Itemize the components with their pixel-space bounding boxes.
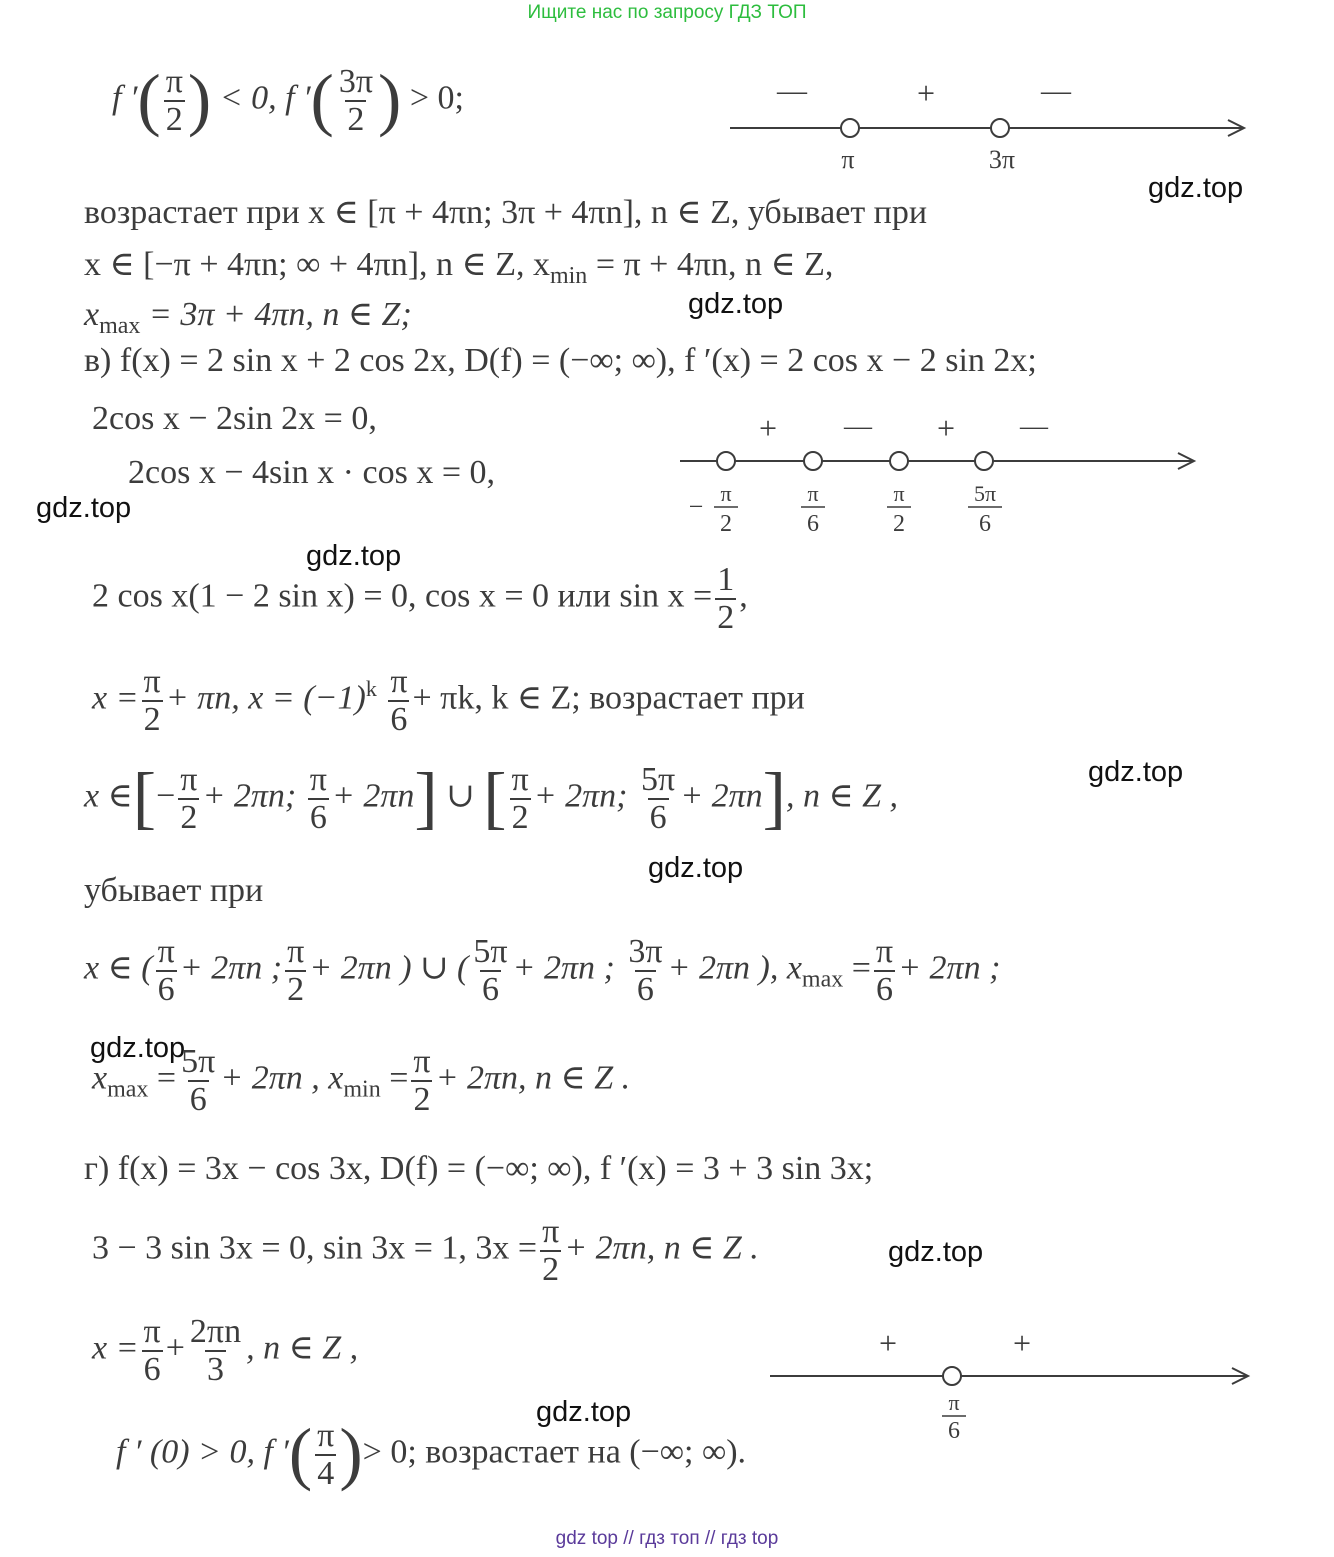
tick-label: 3π: [988, 145, 1016, 174]
text: x: [84, 296, 100, 333]
fraction: [315, 1418, 336, 1491]
line-eq2: 2cos x − 4sin x · cos x = 0,: [128, 454, 495, 491]
num: 2πn: [189, 1313, 242, 1350]
text: + πk, k ∈ Z; возрастает при: [412, 679, 805, 717]
watermark: gdz.top: [648, 852, 744, 884]
sign: +: [758, 410, 778, 446]
text: > 0;: [409, 79, 464, 117]
point-open: [943, 1367, 961, 1385]
fraction: [178, 762, 199, 835]
tick-label: 6: [979, 511, 991, 537]
line-part-g: г) f(x) = 3x − cos 3x, D(f) = (−∞; ∞), f ′(x) = 3 + 3 sin 3x;: [84, 1150, 874, 1187]
link-gdz-top-mixed[interactable]: гдз top: [720, 1528, 779, 1549]
subscript: min: [549, 262, 588, 289]
bracket: ]: [762, 759, 786, 837]
den: 6: [636, 970, 654, 1008]
sign: —: [1020, 411, 1048, 442]
subscript: min: [343, 1076, 381, 1103]
paren: ): [378, 61, 402, 139]
paren: (: [310, 61, 334, 139]
sign: +: [878, 1325, 898, 1361]
line-eq1: 2cos x − 2sin 2x = 0,: [92, 400, 377, 437]
num: π: [875, 933, 894, 970]
tick-label: 5π: [973, 481, 997, 506]
text: ,: [739, 577, 748, 615]
watermark: gdz.top: [306, 540, 402, 572]
bracket: [: [132, 759, 157, 837]
text: , n ∈ Z ,: [246, 1329, 359, 1367]
text: + 2πn;: [202, 777, 297, 815]
num: π: [180, 761, 198, 798]
sign: +: [1012, 1325, 1032, 1361]
subscript: max: [801, 966, 844, 993]
text: x =: [92, 1329, 139, 1367]
sign: +: [936, 410, 956, 446]
text: + πn, x = (−1): [165, 679, 366, 717]
paren: (: [288, 1415, 313, 1493]
point-open: [991, 119, 1009, 137]
tick-label: π: [893, 481, 905, 506]
fraction: [156, 934, 177, 1007]
line-conclusion: [116, 1415, 747, 1493]
num: π: [143, 1313, 161, 1350]
line-decreasing-label: убывает при: [84, 872, 264, 909]
text: x ∈ (: [84, 949, 153, 987]
den: 6: [649, 798, 667, 836]
text: + 2πn;: [533, 777, 628, 815]
den: 6: [157, 970, 175, 1008]
watermark: gdz.top: [688, 288, 784, 320]
text: =: [380, 1059, 409, 1097]
num: π: [542, 1213, 560, 1250]
paren: (: [137, 61, 161, 139]
text: x: [92, 1059, 108, 1097]
den: 6: [876, 970, 893, 1008]
tick-label: 6: [807, 511, 819, 537]
den: 6: [309, 798, 327, 836]
line-derivative-signs: [112, 61, 464, 139]
den: 2: [347, 100, 365, 138]
point-open: [975, 452, 993, 470]
den: 2: [165, 100, 183, 138]
num: π: [165, 63, 183, 100]
point-open: [841, 119, 859, 137]
text: ∪: [446, 777, 475, 815]
text: + 2πn: [680, 777, 763, 815]
den: 3: [206, 1350, 224, 1388]
line-sin-eq: [92, 1214, 759, 1287]
line-xmax: [84, 294, 412, 340]
fraction: [626, 934, 664, 1007]
superscript: k: [365, 676, 377, 702]
tick-label: π: [807, 481, 819, 506]
tick-label: π: [841, 145, 855, 174]
line-extrema: [92, 1044, 630, 1117]
fraction: [142, 664, 163, 737]
point-open: [804, 452, 822, 470]
text: 3 − 3 sin 3x = 0, sin 3x = 1, 3x =: [92, 1229, 538, 1267]
link-gdz-top-ru[interactable]: гдз топ: [639, 1528, 700, 1549]
num: π: [309, 761, 327, 798]
text: = π + 4πn, n ∈ Z,: [587, 246, 834, 283]
watermark: gdz.top: [1088, 756, 1184, 788]
fraction: [337, 64, 375, 137]
number-line-2: [670, 405, 1210, 545]
tick-label: 6: [948, 1418, 960, 1440]
text: +: [165, 1329, 185, 1367]
text: + 2πn ;: [179, 949, 283, 987]
line-increase-intervals: [84, 759, 899, 837]
watermark: gdz.top: [90, 1032, 186, 1064]
den: 2: [287, 970, 305, 1008]
top-banner: Ищите нас по запросу ГДЗ ТОП: [527, 2, 807, 23]
fraction: [411, 1044, 432, 1117]
number-line-3: [760, 1320, 1260, 1440]
fraction: [874, 934, 895, 1007]
line-decreasing: [84, 244, 833, 290]
tick-label: −: [688, 492, 704, 521]
text: > 0; возрастает на (−∞; ∞).: [362, 1433, 747, 1471]
fraction: [285, 934, 306, 1007]
text: < 0, f ′: [219, 79, 311, 117]
paren: ): [187, 61, 212, 139]
num: 5π: [473, 933, 508, 970]
text: + 2πn, n ∈ Z .: [435, 1059, 631, 1097]
den: 2: [717, 598, 735, 636]
text: =: [148, 1059, 177, 1097]
num: π: [511, 761, 529, 798]
text: x ∈ [−π + 4πn; ∞ + 4πn], n ∈ Z, x: [84, 246, 550, 283]
den: 6: [143, 1350, 161, 1388]
text: + 2πn ), x: [667, 949, 802, 987]
sign: —: [1041, 74, 1071, 107]
sign: +: [916, 75, 936, 111]
bracket: ]: [414, 759, 438, 837]
line-factor: [92, 562, 748, 635]
fraction: [308, 762, 329, 835]
num: 1: [717, 561, 735, 598]
num: π: [390, 663, 408, 700]
fraction: [188, 1314, 243, 1387]
subscript: max: [99, 312, 141, 339]
fraction: [142, 1314, 163, 1387]
den: 4: [317, 1454, 335, 1492]
tick-label: 2: [893, 511, 905, 537]
tick-label: π: [948, 1390, 960, 1415]
num: 5π: [181, 1043, 216, 1080]
bottom-banner: [0, 1528, 1334, 1550]
fraction: [540, 1214, 561, 1287]
subscript: max: [107, 1076, 149, 1103]
text: + 2πn ) ∪ (: [309, 949, 469, 987]
text: , n ∈ Z ,: [785, 777, 899, 815]
num: 5π: [641, 761, 676, 798]
den: 2: [413, 1080, 431, 1118]
sign: —: [777, 74, 807, 107]
num: π: [287, 933, 305, 970]
fraction: [471, 934, 509, 1007]
den: 2: [143, 700, 161, 738]
watermark: gdz.top: [888, 1236, 984, 1268]
line-part-v: в) f(x) = 2 sin x + 2 cos 2x, D(f) = (−∞; ∞), f ′(x) = 2 cos x − 2 sin 2x;: [84, 342, 1037, 379]
watermark: gdz.top: [536, 1396, 632, 1428]
tick-label: π: [720, 481, 732, 506]
text: + 2πn , x: [220, 1059, 344, 1097]
tick-label: 2: [720, 511, 732, 537]
fraction: [164, 64, 185, 137]
num: 3π: [338, 63, 373, 100]
text: x =: [92, 679, 139, 717]
text: + 2πn ;: [898, 949, 1001, 987]
num: 3π: [628, 933, 663, 970]
fraction: [715, 562, 736, 635]
fraction: [388, 664, 409, 737]
num: π: [413, 1043, 431, 1080]
point-open: [717, 452, 735, 470]
text: −: [156, 777, 176, 815]
fraction: [639, 762, 677, 835]
den: 6: [481, 970, 499, 1008]
text: 2 cos x(1 − 2 sin x) = 0, cos x = 0 или sin x =: [92, 577, 713, 615]
fraction: [510, 762, 531, 835]
separator: //: [623, 1528, 634, 1549]
den: 6: [390, 700, 408, 738]
den: 6: [189, 1080, 207, 1118]
text: + 2πn, n ∈ Z .: [564, 1229, 759, 1267]
separator: //: [704, 1528, 716, 1549]
link-gdz-top[interactable]: gdz top: [555, 1528, 618, 1549]
number-line-1: [720, 70, 1260, 180]
point-open: [890, 452, 908, 470]
line-decrease-intervals: [84, 934, 1000, 1007]
text: f ′: [112, 79, 138, 117]
text: + 2πn: [331, 777, 415, 815]
watermark: gdz.top: [1148, 172, 1244, 204]
text: =: [843, 949, 871, 987]
fraction: [179, 1044, 217, 1117]
paren: ): [339, 1415, 363, 1493]
line-increasing: возрастает при x ∈ [π + 4πn; 3π + 4πn], n ∈ Z, убывает при: [84, 194, 928, 231]
bracket: [: [483, 759, 507, 837]
den: 2: [542, 1250, 560, 1288]
line-roots: [92, 664, 805, 737]
den: 2: [511, 798, 529, 836]
text: f ′ (0) > 0, f ′: [116, 1433, 289, 1471]
den: 2: [180, 798, 198, 836]
line-x-solution: [92, 1314, 358, 1387]
sign: —: [844, 411, 872, 442]
num: π: [143, 663, 161, 700]
num: π: [157, 933, 175, 970]
text: = 3π + 4πn, n ∈ Z;: [140, 296, 412, 333]
text: x ∈: [84, 777, 133, 815]
watermark: gdz.top: [36, 492, 132, 524]
text: + 2πn ;: [512, 949, 615, 987]
num: π: [317, 1417, 335, 1454]
